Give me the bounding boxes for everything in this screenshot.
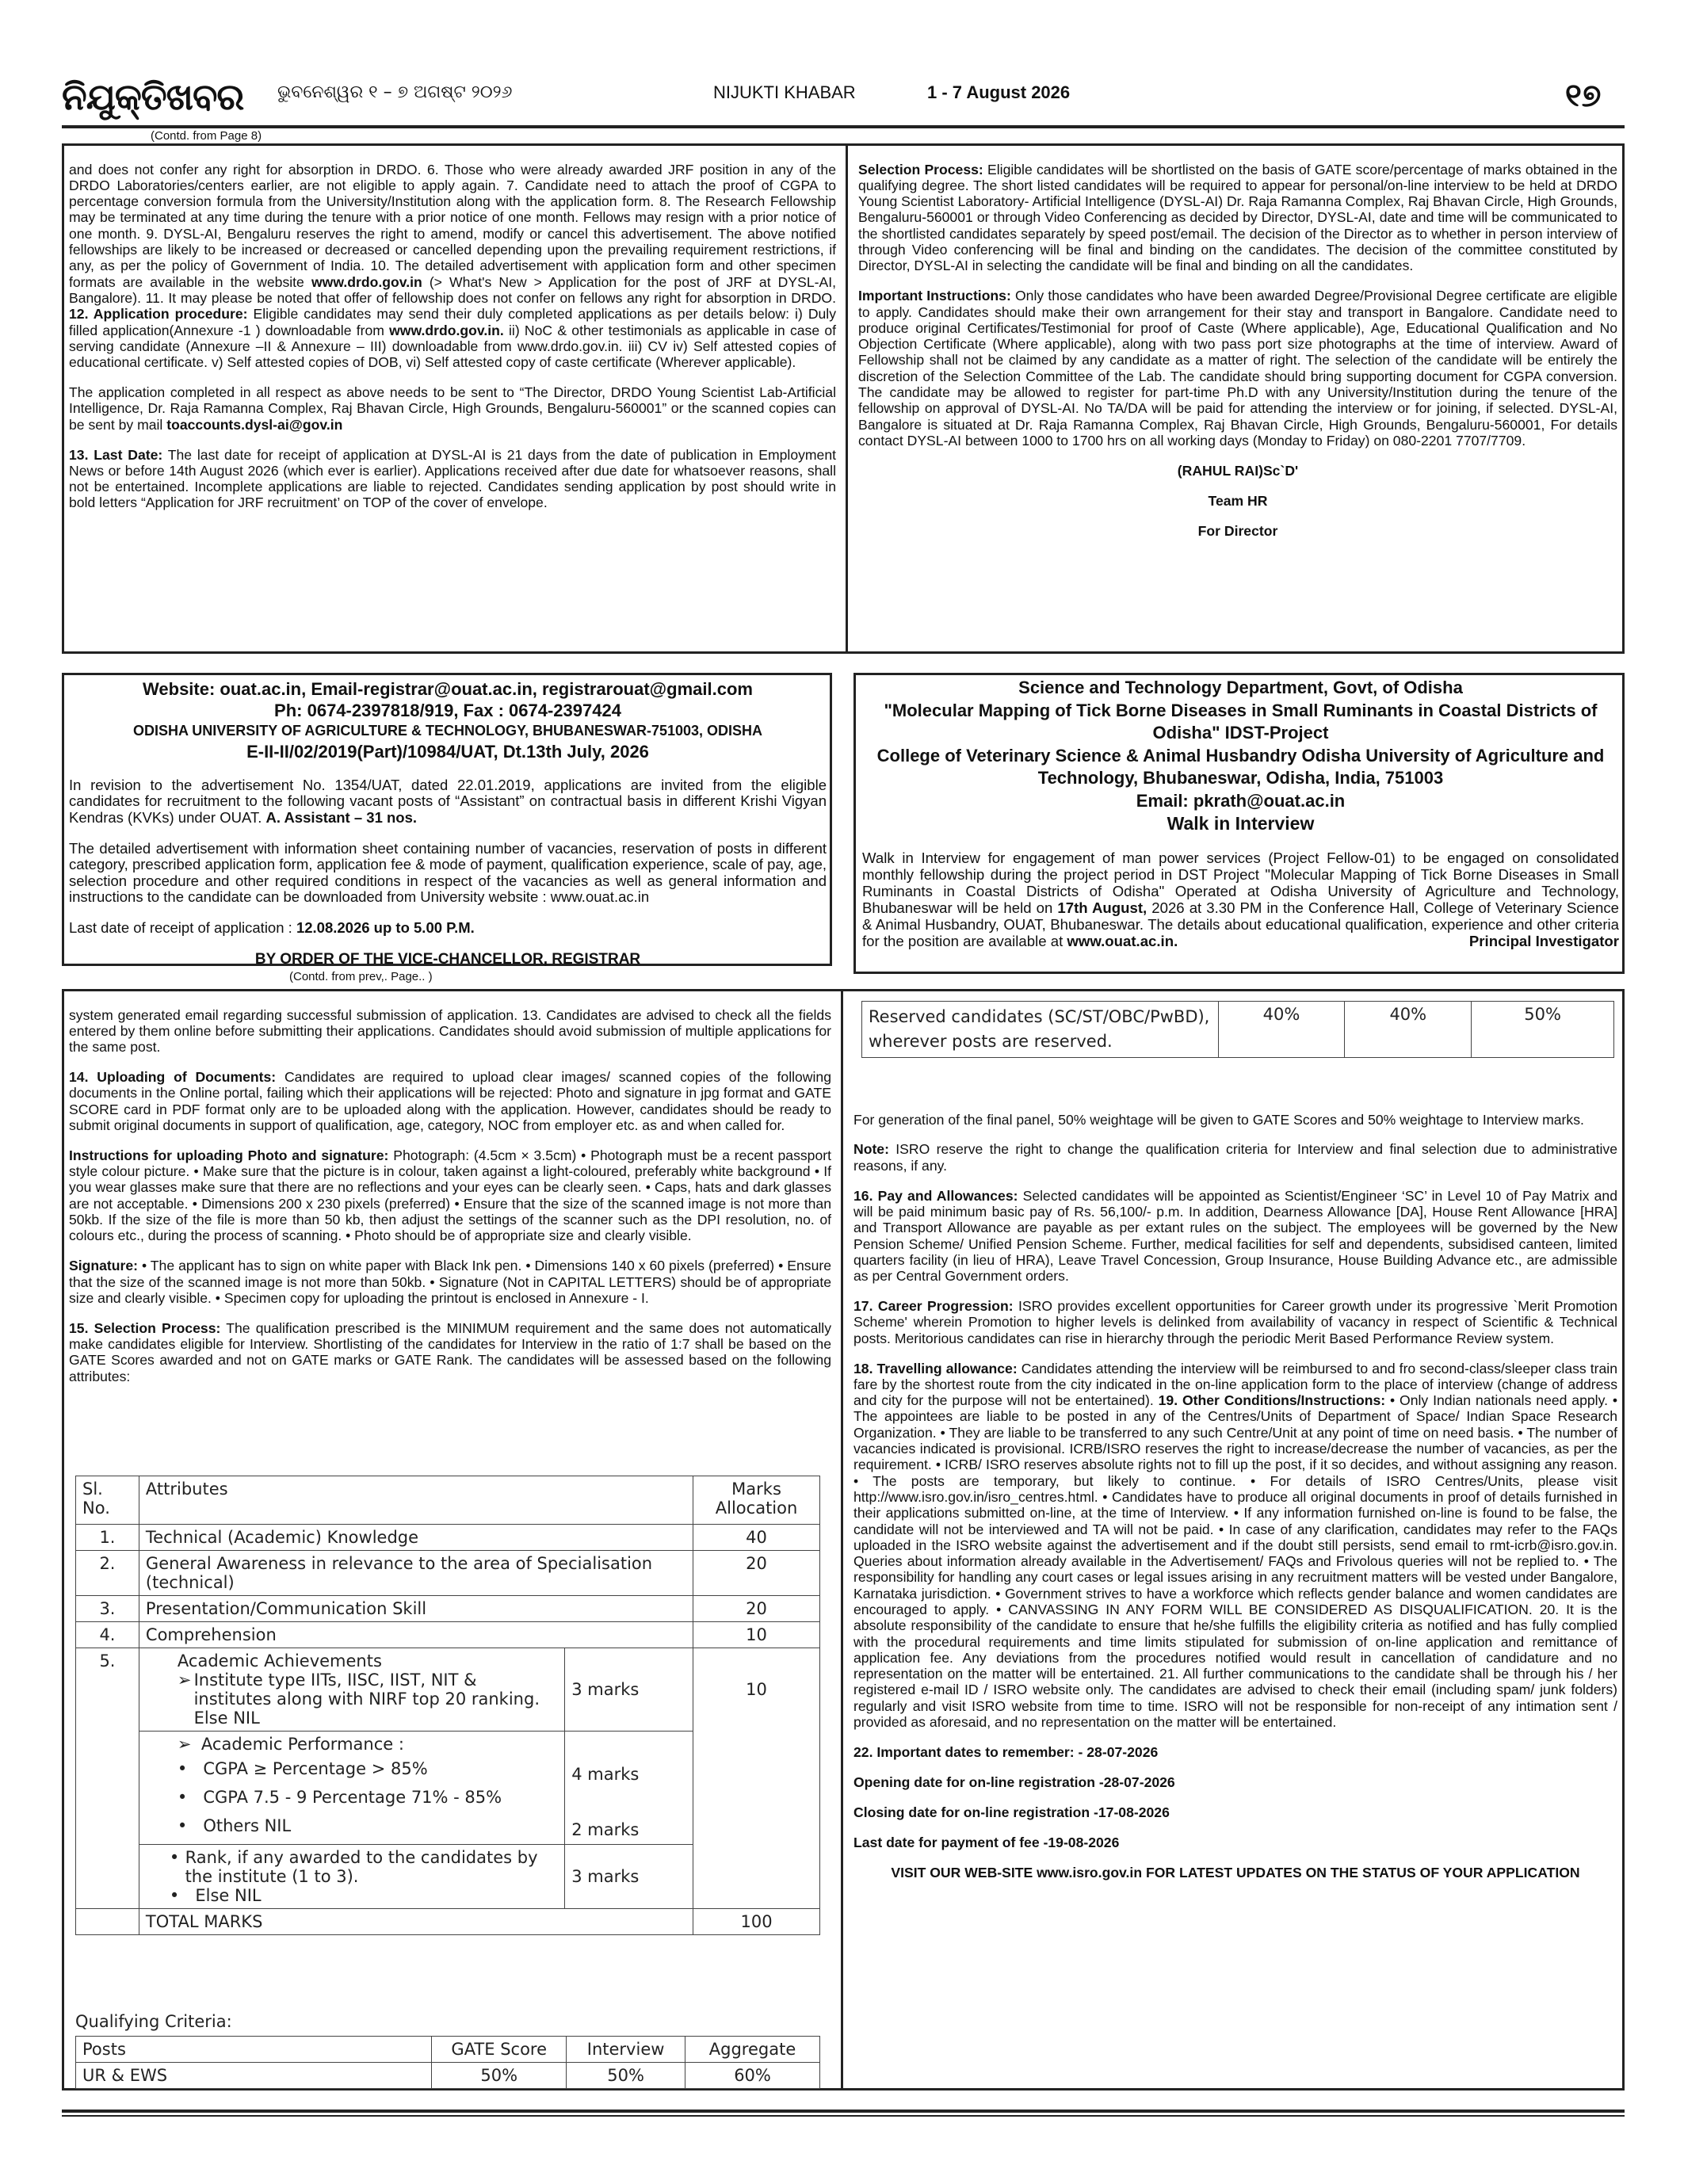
cgpa-criterion-1: CGPA ≥ Percentage > 85%	[203, 1759, 428, 1778]
row-attribute: General Awareness in relevance to the area of Specialisation (technical)	[139, 1551, 693, 1596]
academic-achievements-marks: 10	[693, 1648, 820, 1909]
tick-content	[862, 677, 1619, 964]
tick-website: www.ouat.ac.in.	[1067, 933, 1178, 950]
isro-heading-conditions: 19. Other Conditions/Instructions:	[1158, 1392, 1386, 1409]
qualifying-header-row	[76, 2037, 820, 2063]
header-paper-name: NIJUKTI KHABAR	[713, 82, 856, 102]
ouat-reference-number: E-II-II/02/2019(Part)/10984/UAT, Dt.13th July, 2026	[246, 742, 649, 762]
table-row: 5. Academic Achievements ➢ Institute type IITs, IISC, IIST, NIT & institutes along with NIRF top 20 ranking. Else NIL 3 marks 10	[76, 1648, 820, 1732]
header-date: 1 - 7 August 2026	[927, 82, 1071, 102]
institute-type-criterion: Institute type IITs, IISC, IIST, NIT & institutes along with NIRF top 20 ranking. Else NIL	[193, 1670, 540, 1728]
ouat-vacancy: A. Assistant – 31 nos.	[265, 808, 418, 826]
isro-photo-text: Photograph: (4.5cm × 3.5cm) • Photograph must be a recent passport style colour picture. • Make sure that the picture is in colour, taken against a light-coloured, preferably white background • If you wear glasses make sure that there are no reflections and your eyes can be clearly seen. • Caps, hats and dark glasses are not acceptable. • Dimensions 200 x 230 pixels (preferred) • Ensure that the size of the scanned image is not more than 50kb. If the size of the file is more than 50 kb, then adjust the settings of the scanner such as the DPI resolution, no. of colours etc., during the process of scanning. • Photo should be of appropriate size and clearly visible.	[69, 1147, 831, 1244]
tick-department: Science and Technology Department, Govt, of Odisha	[1018, 678, 1463, 697]
q-row-aggregate: 50%	[1472, 1002, 1614, 1058]
q-header-interview: Interview	[567, 2037, 685, 2063]
isro-pay-text: Selected candidates will be appointed as Scientist/Engineer ‘SC’ in Level 10 of Pay Matrix and will be paid minimum basic pay of Rs. 56,100/- p.m. In addition, Dearness Allowance [DA], House Rent Allowance [HRA] and Transport Allowance are payable as per extant rules on the subject. The employees will be governed by the New Pension Scheme/ Unified Pension Scheme. Further, medical facilities for self and dependents, subsidised canteen, limited quarters facility (in lieu of HRA), Leave Travel Concession, Group Insurance, House Building Advance etc., are admissible as per Central Government orders.	[853, 1187, 1617, 1285]
table-row	[76, 1525, 820, 1551]
ouat-phone-line: Ph: 0674-2397818/919, Fax : 0674-2397424	[274, 701, 621, 720]
row-marks: 20	[693, 1596, 820, 1622]
academic-achievements-title: Academic Achievements	[177, 1651, 382, 1670]
ouat-para-2: The detailed advertisement with information sheet containing number of vacancies, reservation of posts in different category, prescribed application form, application fee & mode of payment, qualification experience, scale of pay, age, selection procedure and other required conditions in respect of the vacancies as well as general information and instructions to the candidate can be downloaded from University website : www.ouat.ac.in	[69, 839, 827, 905]
page-number: ୧୭	[1565, 78, 1602, 114]
isro-heading-pay: 16. Pay and Allowances:	[853, 1187, 1018, 1204]
drdo-para-1d: ii) NoC & other testimonials as applicable in case of serving candidate (Annexure –II & Annexure – III) downloadable from www.drdo.gov.in. iii) CV iv) Self attested copies of educational certificate. v) Self attested copies of DOB, vi) Self attested copy of caste certificate (Wherever applicable).	[69, 322, 837, 371]
isro-signature-text: • The applicant has to sign on white paper with Black Ink pen. • Dimensions 140 x 60 pixels (preferred) • Ensure that the size of the scanned image is not more than 50kb. • Signature (Not in CAPITAL LETTERS) should be of appropriate size and clearly visible. • Specimen copy for uploading the printout is enclosed in Annexure - I.	[69, 1258, 831, 1306]
drdo-email: toaccounts.dysl-ai@gov.in	[166, 416, 343, 433]
row-sl: 3.	[76, 1596, 139, 1622]
q-header-gate: GATE Score	[432, 2037, 567, 2063]
drdo-para-3: The last date for receipt of application at DYSL-AI is 21 days from the date of publication in Employment News or before 14th August 2026 (which ever is earlier). Applications received after due date for whatsoever reasons, shall not be entertained. Incomplete applications are liable to rejected. Candidates sending application by post should write in bold letters “Application for JRF recruitment’ on TOP of the cover of envelope.	[69, 446, 837, 511]
header-rule	[62, 125, 1625, 128]
q-header-aggregate: Aggregate	[685, 2037, 820, 2063]
isro-conditions-text: • Only Indian nationals need apply. • The appointees are liable to be posted in any of the Centres/Units of Department of Space/ Indian Space Research Organization. • They are liable to be transferred to any such Centre/Unit at any point of time on need basis. • The number of vacancies indicated is provisional. ICRB/ISRO reserves the right to increase/decrease the number of vacancies, as per the requirement. • ICRB/ ISRO reserves absolute rights not to fill up the post, if it so decides, and without assigning any reason. • The posts are temporary, but likely to continue. • For details of ISRO Centres/Units, please visit http://www.isro.gov.in/isro_centres.html. • Candidates have to produce all original documents in proof of details furnished in their applications submitted on-line, at the time of Interview. • If any information furnished on-line is found to be false, the candidate will not be interviewed and TA will not be paid. • In case of any clarification, candidates may refer to the FAQs uploaded in the ISRO website against the advertisement and if the doubt still persists, send email to rmt-icrb@isro.gov.in. Queries about information already available in the Advertisement/ FAQs and Frivolous queries will not be replied to. • The responsibility for handling any court cases or legal issues arising in any recruitment matters will be vested under Bangalore, Karnataka jurisdiction. • Government strives to have a workforce which reflects gender balance and women candidates are encouraged to apply. • CANVASSING IN ANY FORM WILL BE CONSIDERED AS DISQUALIFICATION. 20. It is the absolute responsibility of the candidate to ensure that he/she fulfills the eligibility criteria as notified and has fully complied with the procedural requirements and time limits stipulated for submission of on-line application and remittance of application fee. Any deviations from the procedures notified would result in cancellation of candidature and no representation on the matter will be entertained. 21. All further communications to the candidate shall be through his / her registered e-mail ID / ISRO website only. The candidates are advised to check their email (including spam/ junk folders) regularly and visit ISRO website from time to time. ISRO will not be responsible for non-receipt of any intimation sent / provided as aforesaid, and no representation on the matter will be entertained.	[853, 1392, 1618, 1731]
isro-fee-date: Last date for payment of fee -19-08-2026	[853, 1834, 1120, 1850]
isro-visit-website: VISIT OUR WEB-SITE www.isro.gov.in FOR LATEST UPDATES ON THE STATUS OF YOUR APPLICATION	[891, 1864, 1580, 1880]
total-label: TOTAL MARKS	[139, 1909, 693, 1935]
drdo-left-column	[69, 147, 836, 525]
isro-note-text: ISRO reserve the right to change the qualification criteria for Interview and final selection due to administrative reasons, if any.	[853, 1141, 1617, 1174]
row-marks: 10	[693, 1622, 820, 1648]
isro-upload-text: Candidates are required to upload clear images/ scanned copies of the following documents in the Online portal, failing which their applications will be rejected: Photo and signature in jpg format and GATE SCORE card in PDF format only are to be uploaded along with the application. However, candidates should be ready to submit original documents in support of qualification, age, category, NOC from employer etc. as and when called for.	[69, 1069, 831, 1133]
drdo-heading-last-date: 13. Last Date:	[69, 446, 163, 463]
isro-final-panel-text: For generation of the final panel, 50% weightage will be given to GATE Scores and 50% weightage to Interview marks.	[853, 1111, 1584, 1128]
drdo-heading-application: 12. Application procedure:	[69, 306, 248, 323]
q-row-interview: 50%	[567, 2063, 685, 2089]
drdo-right-column	[858, 147, 1617, 553]
drdo-para-1c: Eligible candidates may send their duly completed applications as per details below: i) Duly filled application(Annexure -1 ) downloadable from	[69, 306, 837, 338]
drdo-signatory-team: Team HR	[1208, 492, 1268, 509]
drdo-selection-text: Eligible candidates will be shortlisted on the basis of GATE score/percentage of marks obtained in the qualifying degree. The short listed candidates will be required to appear for personal/on-line interview to be held at DRDO Young Scientist Laboratory- Artificial Intelligence (DYSL-AI) Dr. Raja Ramanna Complex, Raj Bhavan Circle, High Grounds, Bengaluru-560001 or through Video Conferencing as decided by Director, DYSL-AI, date and time will be communicated to the shortlisted candidates separately by speed post/email. The decision of the Director as to whether in person interview of through Video conferencing will be final and binding on the candidates. The decision of the committee constituted by Director, DYSL-AI in selecting the candidate will be final and binding on all the candidates.	[858, 161, 1618, 274]
row-attribute: Technical (Academic) Knowledge	[139, 1525, 693, 1551]
qualifying-criteria-table	[75, 2036, 820, 2089]
q-row-posts: Reserved candidates (SC/ST/OBC/PwBD), wherever posts are reserved.	[862, 1002, 1219, 1058]
row-sl: 2.	[76, 1551, 139, 1596]
q-row-aggregate: 60%	[685, 2063, 820, 2089]
row-marks: 20	[693, 1551, 820, 1596]
isro-selection-text: The qualification prescribed is the MINIMUM requirement and the same does not automatically make candidates eligible for Interview. Shortlisting of the candidates for Interview in the ratio of 1:7 shall be based on the GATE Scores awarded and not on GATE marks or GATE Rank. The candidates will be assessed based on the following attributes:	[69, 1319, 831, 1384]
tick-signatory: Principal Investigator	[1468, 933, 1619, 950]
tick-para-1: Walk in Interview for engagement of man power services (Project Fellow-01) to be engaged on consolidated monthly fellowship during the project period in DST Project "Molecular Mapping of Tick Borne Diseases in Small Ruminants in Coastal Districts of Odisha" Operated at Odisha University of Agriculture and Technology, Bhubaneswar will be held on	[862, 850, 1619, 917]
qualifying-row	[862, 1002, 1614, 1058]
qualifying-row	[76, 2063, 820, 2089]
row-sl: 1.	[76, 1525, 139, 1551]
cgpa-marks-2: 2 marks	[571, 1820, 640, 1839]
table-row: • Rank, if any awarded to the candidates by the institute (1 to 3). • Else NIL 3 marks	[76, 1845, 820, 1909]
tick-date: 17th August,	[1057, 899, 1147, 917]
isro-opening-date: Opening date for on-line registration -28-07-2026	[853, 1774, 1175, 1790]
isro-important-dates: 22. Important dates to remember: - 28-07-2026	[853, 1743, 1159, 1760]
tick-walk-in-heading: Walk in Interview	[1167, 813, 1315, 834]
isro-left-column	[69, 993, 831, 1399]
isro-para-1: system generated email regarding successful submission of application. 13. Candidates are advised to check all the fields entered by them online before submitting their applications. Candidates should avoid submission of multiple applications for the same post.	[69, 1006, 831, 1056]
header-date-odia: ଭୁବନେଶ୍ୱର ୧ – ୭ ଅଗଷ୍ଟ ୨୦୨୬	[277, 82, 513, 102]
isro-closing-date: Closing date for on-line registration -17-08-2026	[853, 1804, 1170, 1820]
cgpa-criterion-3: Others NIL	[203, 1816, 292, 1835]
marks-allocation-table	[75, 1476, 820, 1935]
table-row: ➢ Academic Performance : • CGPA ≥ Percentage > 85% • CGPA 7.5 - 9 Percentage 71% - 85% • Others NIL 4 marks 2 marks	[76, 1732, 820, 1845]
drdo-para-2: The application completed in all respect as above needs to be sent to “The Director, DRDO Young Scientist Lab-Artificial Intelligence, Dr. Raja Ramanna Complex, Raj Bhavan Circle, High Grounds, Bengaluru-560001” or the scanned copies can be sent by mail	[69, 384, 836, 433]
drdo-website-2: www.drdo.gov.in.	[389, 322, 504, 338]
tick-college: College of Veterinary Science & Animal Husbandry Odisha University of Agriculture and Technology, Bhubaneswar, Odisha, India, 751003	[876, 745, 1605, 788]
row-sl: 4.	[76, 1622, 139, 1648]
ouat-university-name: ODISHA UNIVERSITY OF AGRICULTURE & TECHNOLOGY, BHUBANESWAR-751003, ODISHA	[132, 723, 763, 739]
isro-heading-selection: 15. Selection Process:	[69, 1319, 221, 1336]
isro-heading-signature: Signature:	[69, 1258, 138, 1274]
academic-performance-title: Academic Performance :	[200, 1735, 404, 1754]
q-header-posts: Posts	[76, 2037, 432, 2063]
bottom-rule-thin	[62, 2115, 1625, 2117]
isro-travel-text: Candidates attending the interview will be reimbursed to and fro second-class/sleeper class train fare by the shortest route from the city indicated in the on-line application form to the place of interview (change of address and city for the purpose will not be entertained).	[853, 1360, 1617, 1409]
ouat-para-1: In revision to the advertisement No. 1354/UAT, dated 22.01.2019, applications are invited from the eligible candidates for recruitment to the following vacant posts of “Assistant” on contractual basis in different Krishi Vigyan Kendras (KVKs) under OUAT.	[69, 776, 827, 826]
header-marks: Marks Allocation	[693, 1476, 820, 1525]
ouat-content	[69, 678, 827, 968]
drdo-para-1b: (> What's New > Application for the post of JRF at DYSL-AI, Bangalore). 11. It may please be noted that offer of fellowship does not confer on fellows any right for absorption in DRDO.	[69, 273, 837, 306]
drdo-signatory: (RAHUL RAI)Sc`D'	[1177, 462, 1299, 479]
isro-heading-note: Note:	[853, 1141, 889, 1158]
drdo-signatory-for: For Director	[1197, 522, 1278, 539]
table-header-row	[76, 1476, 820, 1525]
tick-email: Email: pkrath@ouat.ac.in	[1136, 790, 1346, 811]
isro-heading-career: 17. Career Progression:	[853, 1298, 1014, 1315]
tick-project-advertisement	[853, 673, 1625, 974]
ouat-advertisement	[62, 673, 832, 966]
ouat-last-date-label: Last date of receipt of application :	[69, 919, 292, 936]
q-row-posts: UR & EWS	[76, 2063, 432, 2089]
tick-project-title: "Molecular Mapping of Tick Borne Diseases in Small Ruminants in Coastal Districts of Odisha" IDST-Project	[884, 700, 1598, 743]
institute-type-marks: 3 marks	[565, 1648, 693, 1732]
continued-label-2: (Contd. from prev,. Page.. )	[289, 970, 433, 983]
newspaper-logo: ନିଯୁକ୍ତିଖବର	[62, 75, 244, 118]
tick-para-1c: 2026 at 3.30 PM in the Conference Hall, College of Veterinary Science & Animal Husbandry, OUAT, Bhubaneswar. The details about educational qualification, experience and other criteria for the position are available at	[862, 899, 1620, 950]
ouat-contact-line: Website: ouat.ac.in, Email-registrar@ouat.ac.in, registrarouat@gmail.com	[143, 679, 753, 699]
drdo-website: www.drdo.gov.in	[311, 273, 422, 290]
rank-marks: 3 marks	[565, 1845, 693, 1909]
row-sl: 5.	[76, 1648, 139, 1909]
qualifying-criteria-table-continued	[861, 1001, 1614, 1058]
drdo-heading-selection: Selection Process:	[858, 161, 983, 178]
bottom-rule	[62, 2110, 1625, 2113]
header-sl-no: Sl. No.	[76, 1476, 139, 1525]
q-row-gate: 50%	[432, 2063, 567, 2089]
ouat-footer: BY ORDER OF THE VICE-CHANCELLOR, REGISTRAR	[254, 951, 641, 968]
continued-label: (Contd. from Page 8)	[151, 129, 262, 143]
qualifying-criteria-label: Qualifying Criteria:	[75, 2012, 232, 2031]
isro-career-text: ISRO provides excellent opportunities for Career growth under its progressive `Merit Promotion Scheme' wherein Promotion to higher levels is delinked from availability of vacancy in respect of Scientific & Technical posts. Meritorious candidates can rise in hierarchy through the periodic Merit Based Performance Review system.	[853, 1298, 1617, 1346]
q-row-interview: 40%	[1345, 1002, 1472, 1058]
total-value: 100	[693, 1909, 820, 1935]
isro-heading-travel: 18. Travelling allowance:	[853, 1360, 1018, 1376]
isro-heading-upload: 14. Uploading of Documents:	[69, 1069, 277, 1086]
q-row-gate: 40%	[1218, 1002, 1345, 1058]
ouat-last-date: 12.08.2026 up to 5.00 P.M.	[296, 919, 475, 936]
isro-advertisement	[62, 989, 1625, 2090]
table-row	[76, 1622, 820, 1648]
table-row	[76, 1596, 820, 1622]
cgpa-marks-1: 4 marks	[571, 1765, 640, 1784]
drdo-advertisement	[62, 143, 1625, 654]
rank-else: Else NIL	[195, 1886, 262, 1905]
isro-right-column	[853, 1098, 1617, 1894]
drdo-instructions-text: Only those candidates who have been awarded Degree/Provisional Degree certificate are eligible to apply. Candidates should make their own arrangement for their stay and transport in Bangalore. Candidate need to produce original Certificates/Testimonial for proof of Caste (Where applicable), Age, Educational Qualification and No Objection Certificate (Where applicable), along with two pass port size photographs at the time of interview. Award of Fellowship shall not be claimed by any candidate as a matter of right. The selection of the candidate will be entirely the discretion of the Selection Committee of the Lab. The candidate should bring supporting document for CGPA conversion. The candidate may be allowed to register for part-time Ph.D with any University/Institution during the tenure of the fellowship on approval of DYSL-AI. No TA/DA will be paid for attending the interview or for joining, if selected. DYSL-AI, Bangalore is situated at Dr. Raja Ramanna Complex, Raj Bhavan Circle, High Grounds, Bengaluru-560001, For details contact DYSL-AI between 1000 to 1700 hrs on all working days (Monday to Friday) on 080-2201 7707/7709.	[858, 288, 1617, 449]
isro-column-divider	[841, 991, 843, 2088]
drdo-para-1: and does not confer any right for absorption in DRDO. 6. Those who were already awarded JRF position in any of the DRDO Laboratories/centers earlier, are not eligible to apply again. 7. Candidate need to attach the proof of CGPA to percentage conversion formula from the University/Institution along with the application form. 8. The Research Fellowship may be terminated at any time during the tenure with a prior notice of one month. Fellows may resign with a prior notice of one month. 9. DYSL-AI, Bengaluru reserves the right to amend, modify or cancel this advertisement. The above notified fellowships are likely to be increased or decreased or cancelled depending upon the prevailing requirement restrictions, if any, as per the policy of Government of India. 10. The detailed advertisement with application form and other specimen formats are available in the website	[69, 161, 836, 290]
row-attribute: Presentation/Communication Skill	[139, 1596, 693, 1622]
row-attribute: Comprehension	[139, 1622, 693, 1648]
cgpa-criterion-2: CGPA 7.5 - 9 Percentage 71% - 85%	[203, 1788, 502, 1807]
drdo-column-divider	[846, 146, 848, 651]
table-row	[76, 1551, 820, 1596]
isro-heading-photo: Instructions for uploading Photo and signature:	[69, 1147, 389, 1163]
header-attributes: Attributes	[139, 1476, 693, 1525]
rank-criterion: Rank, if any awarded to the candidates by the institute (1 to 3).	[185, 1848, 538, 1886]
drdo-heading-instructions: Important Instructions:	[858, 288, 1011, 304]
row-marks: 40	[693, 1525, 820, 1551]
table-total-row	[76, 1909, 820, 1935]
